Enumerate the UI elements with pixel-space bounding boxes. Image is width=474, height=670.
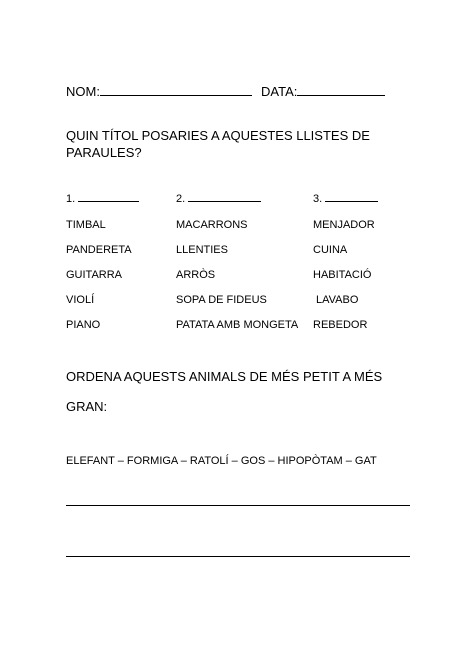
column-1-number: 1. bbox=[66, 193, 76, 205]
question-2-line-2: GRAN: bbox=[66, 399, 108, 414]
column-3-word: MENJADOR bbox=[313, 219, 375, 231]
name-blank-line[interactable] bbox=[100, 84, 252, 96]
column-2-word: SOPA DE FIDEUS bbox=[176, 294, 267, 306]
column-1-title-blank[interactable] bbox=[78, 192, 139, 202]
column-1-word: PANDERETA bbox=[66, 244, 132, 256]
answer-line[interactable] bbox=[66, 505, 410, 506]
name-label: NOM: bbox=[66, 84, 100, 99]
column-1-title-field[interactable] bbox=[66, 192, 139, 205]
answer-line[interactable] bbox=[66, 556, 410, 557]
column-2-title-field[interactable] bbox=[176, 192, 261, 205]
column-3-number: 3. bbox=[313, 193, 323, 205]
question-1-line-2: PARAULES? bbox=[66, 145, 142, 160]
column-3-word: HABITACIÓ bbox=[313, 269, 372, 281]
column-3-word: LAVABO bbox=[316, 294, 359, 306]
column-3-title-field[interactable] bbox=[313, 192, 378, 205]
column-3-word: CUINA bbox=[313, 244, 348, 256]
column-2-number: 2. bbox=[176, 193, 186, 205]
column-1-word: TIMBAL bbox=[66, 219, 106, 231]
column-2-title-blank[interactable] bbox=[188, 192, 261, 202]
date-blank-line[interactable] bbox=[297, 84, 385, 96]
column-1-word: VIOLÍ bbox=[66, 294, 95, 306]
column-1-word: PIANO bbox=[66, 319, 101, 331]
column-2-word: MACARRONS bbox=[176, 219, 248, 231]
date-label: DATA: bbox=[261, 84, 298, 99]
column-2-word: LLENTIES bbox=[176, 244, 228, 256]
question-1-line-1: QUIN TÍTOL POSARIES A AQUESTES LLISTES DE bbox=[66, 128, 370, 143]
animals-list: ELEFANT – FORMIGA – RATOLÍ – GOS – HIPOPÒTAM – GAT bbox=[66, 455, 377, 467]
column-3-title-blank[interactable] bbox=[325, 192, 378, 202]
question-1 bbox=[66, 127, 386, 161]
question-2-line-1: ORDENA AQUESTS ANIMALS DE MÉS PETIT A MÉS bbox=[66, 369, 383, 384]
column-2-word: PATATA AMB MONGETA bbox=[176, 319, 299, 331]
column-2-word: ARRÒS bbox=[176, 269, 216, 281]
date-field[interactable] bbox=[261, 84, 385, 99]
column-3-word: REBEDOR bbox=[313, 319, 368, 331]
column-1-word: GUITARRA bbox=[66, 269, 123, 281]
name-field[interactable] bbox=[66, 84, 252, 99]
